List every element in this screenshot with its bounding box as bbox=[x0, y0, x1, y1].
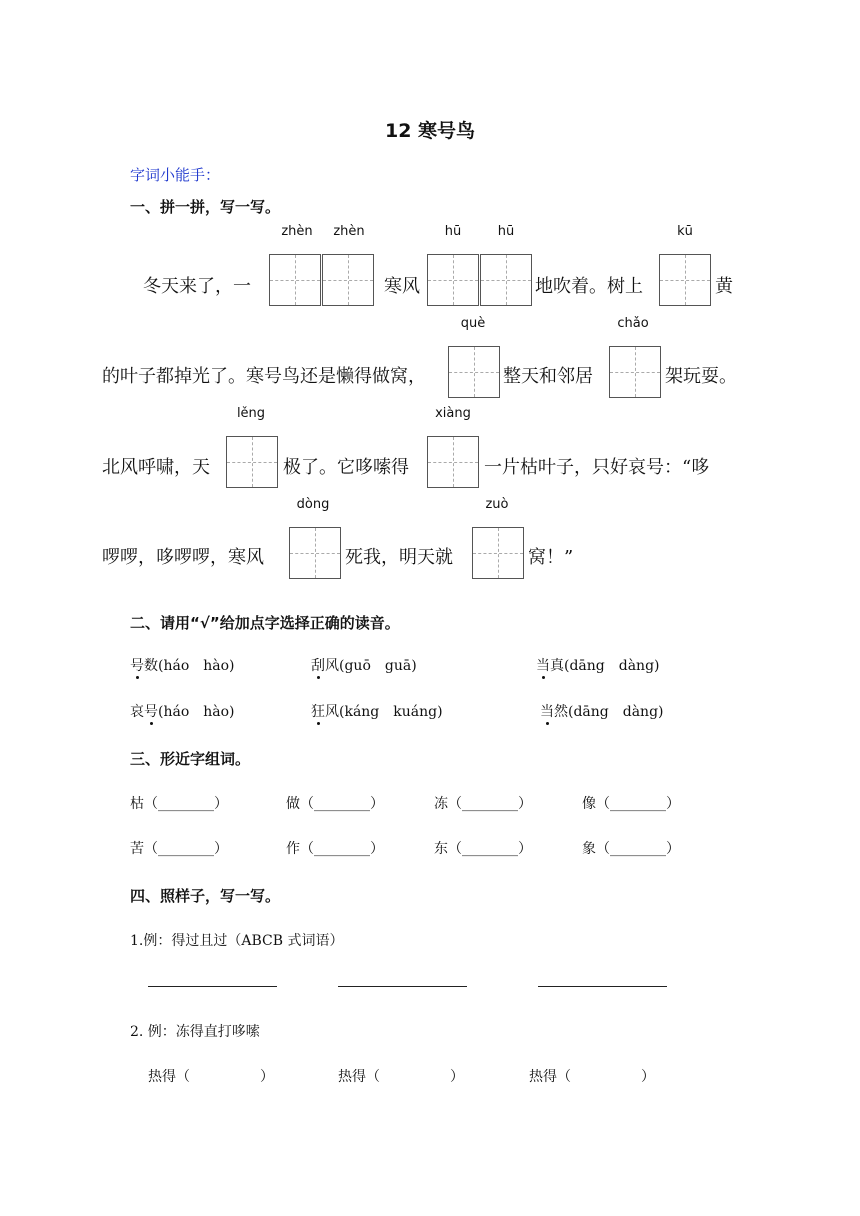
writing-box-ku[interactable] bbox=[659, 254, 711, 306]
pinyin-que: què bbox=[460, 316, 486, 331]
answer-line-1[interactable] bbox=[148, 986, 277, 987]
pinyin-hu-1: hū bbox=[444, 224, 462, 239]
line4-text-1: 啰啰，哆啰啰，寒风 bbox=[102, 547, 264, 568]
word-item-3[interactable]: 冻（________） bbox=[434, 796, 532, 812]
line1-text-2: 寒风 bbox=[384, 276, 420, 297]
word-item-6[interactable]: 作（________） bbox=[286, 841, 384, 857]
pinyin-ku: kū bbox=[677, 224, 693, 239]
line1-text-3: 地吹着。树上 bbox=[535, 276, 643, 297]
dotted-char: 当 bbox=[536, 658, 550, 674]
word-item-4[interactable]: 像（________） bbox=[582, 796, 680, 812]
line2-text-1: 的叶子都掉光了。寒号鸟还是懒得做窝， bbox=[102, 366, 426, 387]
line3-text-2: 极了。它哆嗦得 bbox=[283, 457, 409, 478]
answer-line-3[interactable] bbox=[538, 986, 667, 987]
dotted-char: 狂 bbox=[311, 704, 325, 720]
reading-item-5: 狂风(káng kuáng) bbox=[311, 704, 443, 720]
writing-box-zhen-1[interactable] bbox=[269, 254, 321, 306]
part4-heading: 四、照样子，写一写。 bbox=[130, 887, 281, 905]
line2-text-2: 整天和邻居 bbox=[503, 366, 593, 387]
dotted-char: 号 bbox=[130, 658, 144, 674]
pinyin-dong: dòng bbox=[296, 497, 330, 512]
reading-item-4: 哀号(háo hào) bbox=[130, 704, 235, 720]
part3-heading: 三、形近字组词。 bbox=[130, 750, 251, 768]
page-title: 12 寒号鸟 bbox=[384, 120, 476, 142]
line3-text-1: 北风呼啸，天 bbox=[102, 457, 210, 478]
line1-text-4: 黄 bbox=[715, 276, 733, 297]
writing-box-zhen-2[interactable] bbox=[322, 254, 374, 306]
part2-heading: 二、请用“√”给加点字选择正确的读音。 bbox=[130, 614, 400, 632]
dotted-char: 刮 bbox=[311, 658, 325, 674]
fill-item-3[interactable]: 热得（ ） bbox=[529, 1069, 655, 1085]
pinyin-hu-2: hū bbox=[497, 224, 515, 239]
pinyin-xiang: xiàng bbox=[435, 406, 471, 421]
writing-box-zuo[interactable] bbox=[472, 527, 524, 579]
writing-box-hu-2[interactable] bbox=[480, 254, 532, 306]
reading-item-3: 当真(dāng dàng) bbox=[536, 658, 660, 674]
writing-box-leng[interactable] bbox=[226, 436, 278, 488]
line1-text-1: 冬天来了，一 bbox=[143, 276, 251, 297]
line3-text-3: 一片枯叶子，只好哀号：“哆 bbox=[484, 457, 710, 478]
example-2: 2. 例：冻得直打哆嗦 bbox=[130, 1024, 260, 1040]
pinyin-leng: lěng bbox=[236, 406, 266, 421]
line2-text-3: 架玩耍。 bbox=[665, 366, 737, 387]
answer-line-2[interactable] bbox=[338, 986, 467, 987]
writing-box-xiang[interactable] bbox=[427, 436, 479, 488]
example-1: 1.例：得过且过（ABCB 式词语） bbox=[130, 933, 344, 949]
fill-item-2[interactable]: 热得（ ） bbox=[338, 1069, 464, 1085]
dotted-char: 号 bbox=[144, 704, 158, 720]
reading-item-1: 号数(háo hào) bbox=[130, 658, 235, 674]
pinyin-chao: chǎo bbox=[617, 316, 649, 331]
pinyin-zuo: zuò bbox=[485, 497, 509, 512]
writing-box-dong[interactable] bbox=[289, 527, 341, 579]
reading-item-2: 刮风(guō guā) bbox=[311, 658, 417, 674]
line4-text-3: 窝！” bbox=[528, 547, 574, 568]
word-item-8[interactable]: 象（________） bbox=[582, 841, 680, 857]
reading-item-6: 当然(dāng dàng) bbox=[540, 704, 664, 720]
pinyin-zhen-2: zhèn bbox=[333, 224, 365, 239]
part1-heading: 一、拼一拼，写一写。 bbox=[130, 198, 281, 216]
writing-box-chao[interactable] bbox=[609, 346, 661, 398]
dotted-char: 当 bbox=[540, 704, 554, 720]
writing-box-hu-1[interactable] bbox=[427, 254, 479, 306]
word-item-2[interactable]: 做（________） bbox=[286, 796, 384, 812]
writing-box-que[interactable] bbox=[448, 346, 500, 398]
section-label: 字词小能手： bbox=[130, 166, 221, 184]
word-item-7[interactable]: 东（________） bbox=[434, 841, 532, 857]
word-item-5[interactable]: 苦（________） bbox=[130, 841, 228, 857]
line4-text-2: 死我，明天就 bbox=[345, 547, 453, 568]
word-item-1[interactable]: 枯（________） bbox=[130, 796, 228, 812]
pinyin-zhen-1: zhèn bbox=[281, 224, 313, 239]
fill-item-1[interactable]: 热得（ ） bbox=[148, 1069, 274, 1085]
